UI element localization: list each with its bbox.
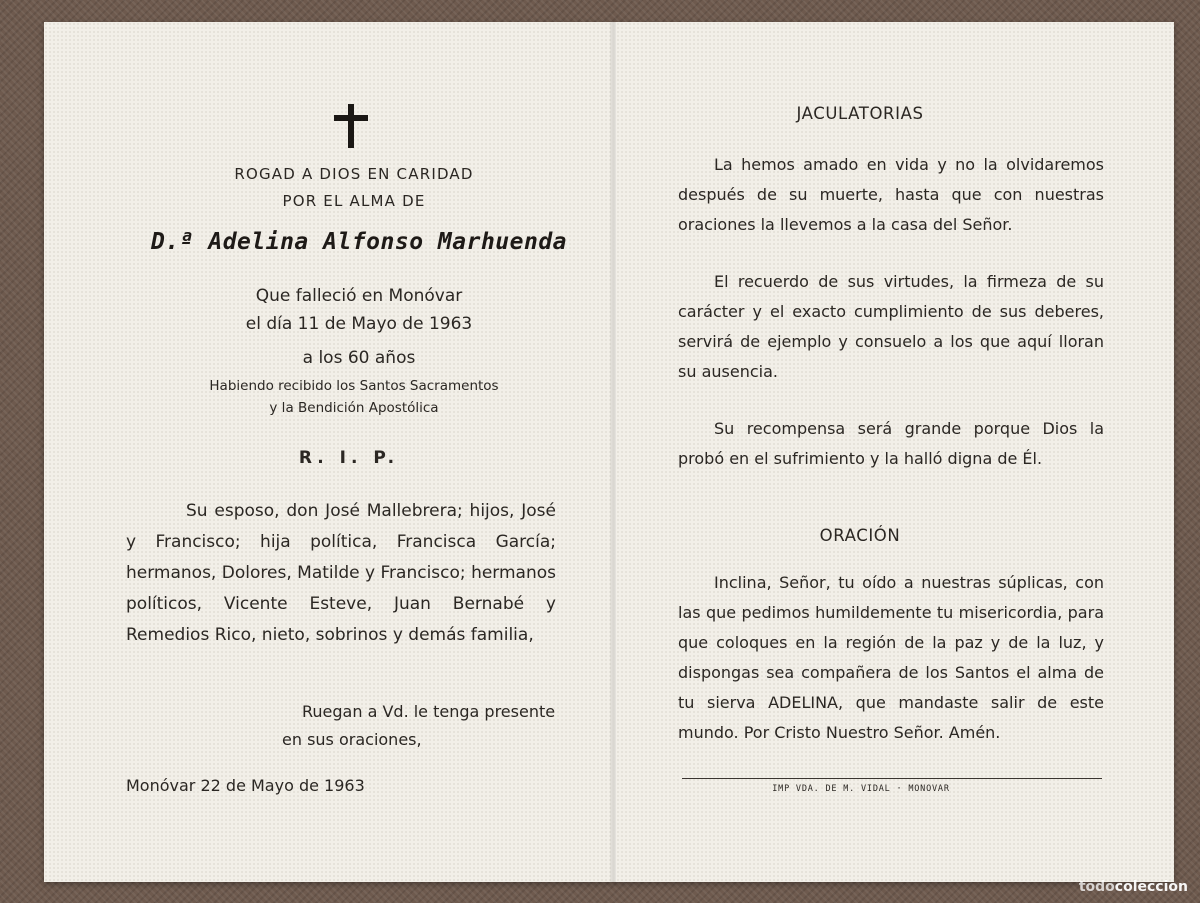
left-panel xyxy=(44,22,612,882)
jaculatoria-paragraph-2: El recuerdo de sus virtudes, la firmeza de su carácter y el exacto cumplimiento de sus deberes, servirá de ejemplo y consuelo a los que aquí lloran su ausencia. xyxy=(678,272,1104,381)
jaculatoria-paragraph-1: La hemos amado en vida y no la olvidaremos después de su muerte, hasta que con nuestras oraciones la llevemos a la casa del Señor. xyxy=(678,155,1104,234)
deceased-name: D.ª Adelina Alfonso Marhuenda xyxy=(150,229,568,255)
prayer-paragraph: Inclina, Señor, tu oído a nuestras súplicas, con las que pedimos humildemente tu misericordia, para que coloques en la región de la paz y de la luz, y dispongas sea compañera de los Santos el alma de tu sierva ADELINA, que mandaste salir de este mundo. Por Cristo Nuestro Señor. Amén. xyxy=(678,573,1104,742)
cross-icon xyxy=(334,104,368,148)
header-line-1: ROGAD A DIOS EN CARIDAD xyxy=(234,165,474,183)
sacraments-line-1: Habiendo recibido los Santos Sacramentos xyxy=(209,378,499,394)
jaculatorias-heading: JACULATORIAS xyxy=(796,104,924,123)
request-line-1: Ruegan a Vd. le tenga presente xyxy=(302,702,556,721)
right-panel xyxy=(616,22,1174,882)
oracion-heading: ORACIÓN xyxy=(819,526,901,545)
death-line-2: el día 11 de Mayo de 1963 xyxy=(245,314,473,334)
watermark-logo: todocoleccion xyxy=(1078,879,1188,895)
request-line-2: en sus oraciones, xyxy=(282,730,422,749)
printer-credit: IMP VDA. DE M. VIDAL · MONOVAR xyxy=(772,784,950,794)
footer-rule xyxy=(682,778,1102,779)
rip-label: R. I. P. xyxy=(298,448,400,468)
date-place: Monóvar 22 de Mayo de 1963 xyxy=(126,776,365,795)
death-line-1: Que falleció en Monóvar xyxy=(255,286,463,306)
header-line-2: POR EL ALMA DE xyxy=(282,192,426,210)
family-paragraph: Su esposo, don José Mallebrera; hijos, José y Francisco; hija política, Francisca García; hermanos, Dolores, Matilde y Francisco; hermanos políticos, Vicente Esteve, Juan Bernabé y Remedios Rico, nieto, sobrinos y demás familia, xyxy=(126,501,556,645)
jaculatorias-text xyxy=(678,150,1104,474)
jaculatoria-paragraph-3: Su recompensa será grande porque Dios la probó en el sufrimiento y la halló digna de Él. xyxy=(678,419,1104,468)
sacraments-line-2: y la Bendición Apostólica xyxy=(269,400,439,416)
age-line: a los 60 años xyxy=(302,348,416,368)
memorial-card xyxy=(44,22,1174,882)
oracion-text xyxy=(678,568,1104,748)
